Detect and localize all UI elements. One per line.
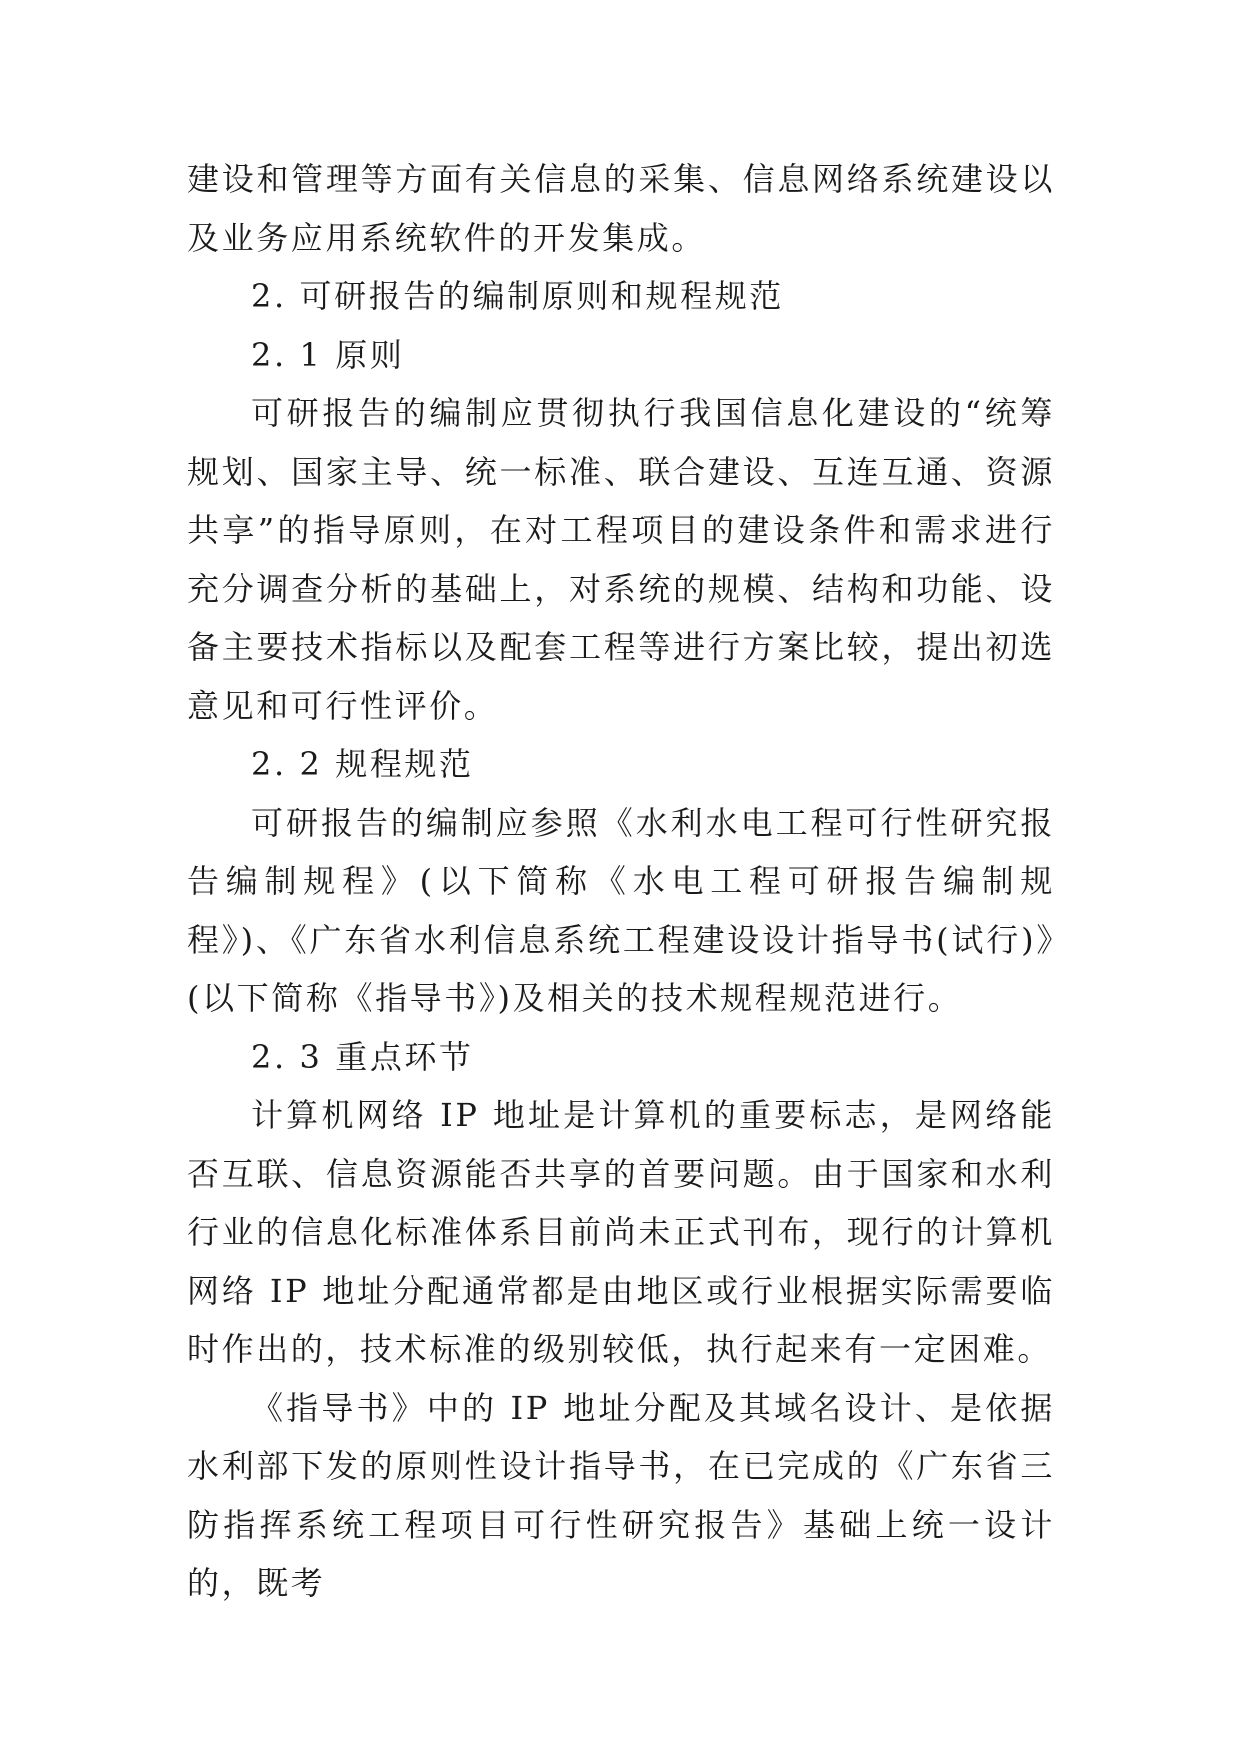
paragraph-guide-book: 《指导书》中的 IP 地址分配及其域名设计、是依据水利部下发的原则性设计指导书，在已完成的《广东省三防指挥系统工程项目可行性研究报告》基础上统一设计的，既考 — [187, 1388, 1055, 1602]
paragraph-principles: 可研报告的编制应贯彻执行我国信息化建设的“统筹规划、国家主导、统一标准、联合建设、互连互通、资源共享”的指导原则，在对工程项目的建设条件和需求进行充分调查分析的基础上，对系统的规模、结构和功能、设备主要技术指标以及配套工程等进行方案比较，提出初选意见和可行性评价。 — [187, 394, 1055, 725]
subsection-heading-2-3: 2. 3 重点环节 — [251, 1037, 474, 1076]
paragraph-regulations: 可研报告的编制应参照《水利水电工程可行性研究报告编制规程》(以下简称《水电工程可研报告编制规程》)、《广东省水利信息系统工程建设设计指导书(试行)》(以下简称《指导书》)及相关的技术规程规范进行。 — [187, 803, 1055, 1017]
document-body — [187, 150, 1055, 1613]
subsection-heading-2-1: 2. 1 原则 — [251, 335, 405, 374]
subsection-heading-2-2: 2. 2 规程规范 — [251, 745, 474, 783]
paragraph-ip-address: 计算机网络 IP 地址是计算机的重要标志，是网络能否互联、信息资源能否共享的首要问题。由于国家和水利行业的信息化标准体系目前尚未正式刊布，现行的计算机网络 IP 地址分配通常都是由地区或行业根据实际需要临时作出的，技术标准的级别较低，执行起来有一定困难。 — [187, 1096, 1055, 1368]
section-heading-2: 2. 可研报告的编制原则和规程规范 — [251, 277, 784, 315]
paragraph-intro-continuation: 建设和管理等方面有关信息的采集、信息网络系统建设以及业务应用系统软件的开发集成。 — [187, 160, 1055, 257]
